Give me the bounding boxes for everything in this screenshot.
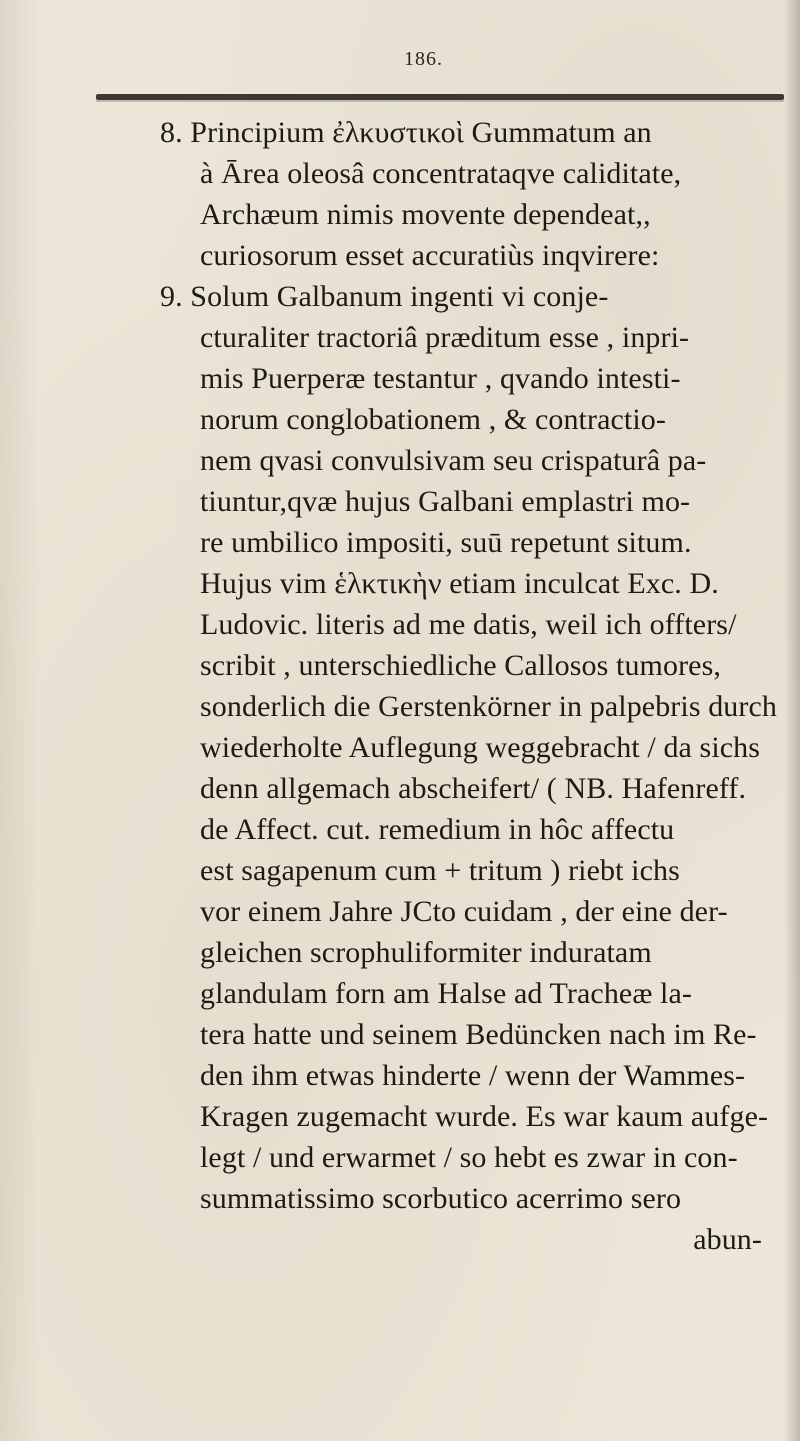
- text-line: gleichen scrophuliformiter induratam: [200, 936, 652, 969]
- gutter-shadow: [0, 0, 40, 1441]
- text-line: norum conglobationem , & contractio-: [200, 403, 666, 436]
- text-line: Archæum nimis movente dependeat,,: [200, 198, 651, 231]
- text-line: sonderlich die Gerstenkörner in palpebris durch: [200, 690, 778, 723]
- text-line: scribit , unterschiedliche Callosos tumores,: [200, 649, 721, 682]
- catchword: abun-: [693, 1223, 762, 1256]
- text-line: Kragen zugemacht wurde. Es war kaum aufge-: [200, 1100, 769, 1133]
- text-line: Ludovic. literis ad me datis, weil ich offters/: [200, 608, 737, 641]
- body-text: [160, 112, 800, 1260]
- text-line: 9. Solum Galbanum ingenti vi conje-: [160, 280, 609, 313]
- text-line: den ihm etwas hinderte / wenn der Wammes-: [200, 1059, 746, 1092]
- text-line: nem qvasi convulsivam seu crispaturâ pa-: [200, 444, 707, 477]
- header-rule: [96, 94, 784, 100]
- text-line: mis Puerperæ testantur , qvando intesti-: [200, 362, 681, 395]
- text-line: 8. Principium ἐλκυστικοὶ Gummatum an: [160, 116, 652, 149]
- text-line: tera hatte und seinem Bedüncken nach im Re-: [200, 1018, 757, 1051]
- text-line: summatissimo scorbutico acerrimo sero: [200, 1182, 682, 1215]
- text-line: de Affect. cut. remedium in hôc affectu: [200, 813, 675, 846]
- text-line: cturaliter tractoriâ præditum esse , inpri-: [200, 321, 690, 354]
- text-line: vor einem Jahre JCto cuidam , der eine der-: [200, 895, 728, 928]
- text-line: Hujus vim ἑλκτικὴν etiam inculcat Exc. D.: [200, 567, 719, 600]
- text-line: glandulam forn am Halse ad Tracheæ la-: [200, 977, 693, 1010]
- page-number: 186.: [404, 48, 443, 70]
- text-line: à Ārea oleosâ concentrataqve caliditate,: [200, 157, 682, 190]
- text-line: denn allgemach abscheifert/ ( NB. Hafenreff.: [200, 772, 747, 805]
- page-edge-shadow: [784, 0, 800, 1441]
- text-line: legt / und erwarmet / so hebt es zwar in con-: [200, 1141, 738, 1174]
- text-line: wiederholte Auflegung weggebracht / da sichs: [200, 731, 761, 764]
- text-line: re umbilico impositi, suū repetunt situm.: [200, 526, 692, 559]
- text-line: est sagapenum cum + tritum ) riebt ichs: [200, 854, 680, 887]
- text-line: curiosorum esset accuratiùs inqvirere:: [200, 239, 660, 272]
- text-line: tiuntur,qvæ hujus Galbani emplastri mo-: [200, 485, 691, 518]
